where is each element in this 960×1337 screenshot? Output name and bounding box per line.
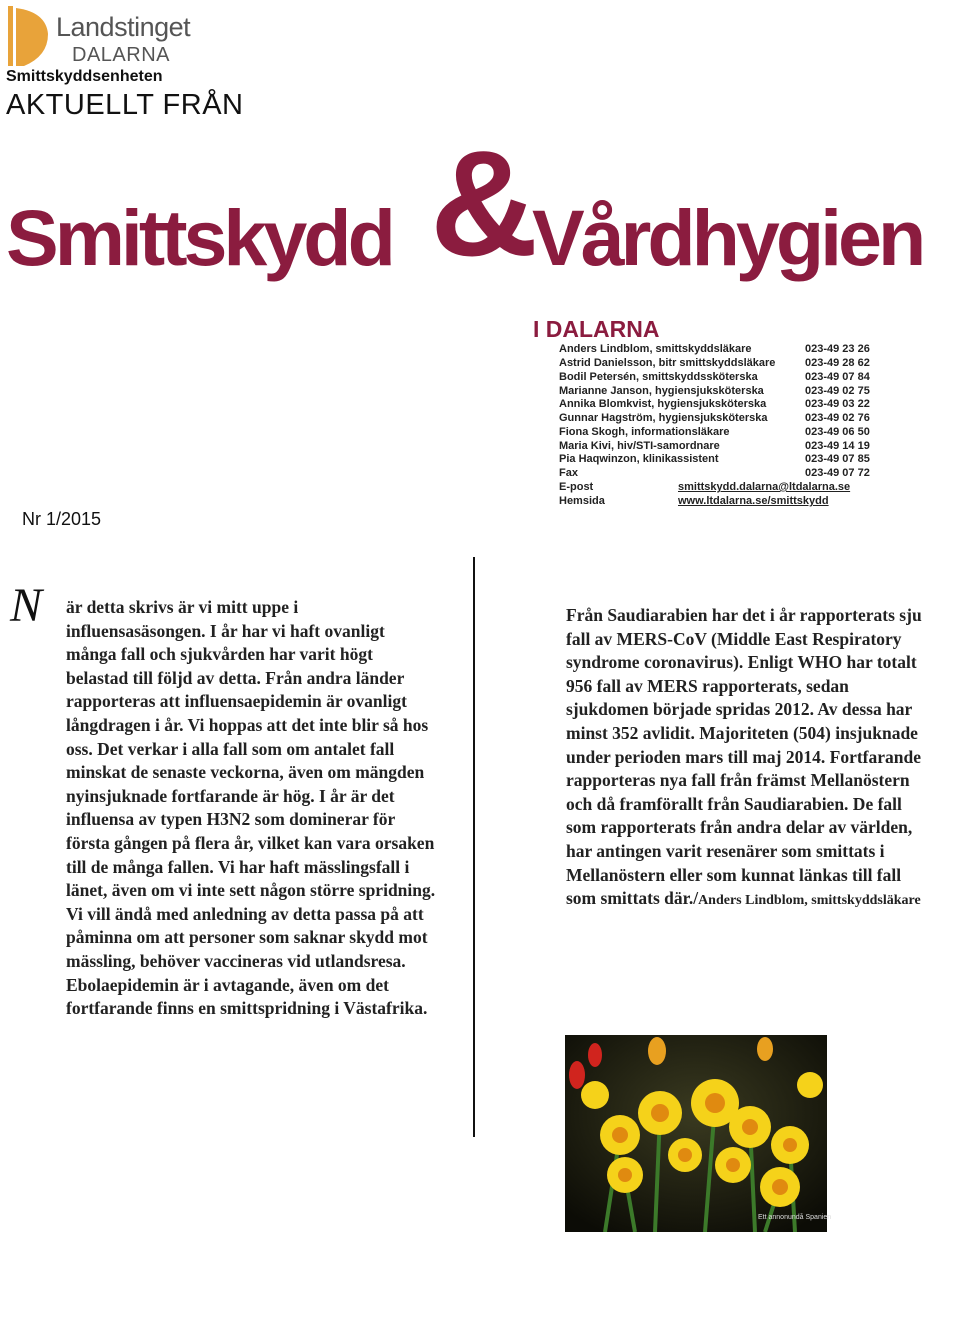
staff-name: Bodil Petersén, smittskyddssköterska bbox=[559, 371, 758, 383]
kicker-title: AKTUELLT FRÅN bbox=[6, 89, 244, 121]
staff-name: Annika Blomkvist, hygiensjuksköterska bbox=[559, 398, 767, 410]
staff-row bbox=[559, 453, 879, 467]
staff-row bbox=[559, 426, 879, 440]
staff-row bbox=[559, 371, 879, 385]
staff-phone: 023-49 07 84 bbox=[805, 371, 870, 383]
staff-row bbox=[559, 412, 879, 426]
staff-row bbox=[559, 385, 879, 399]
staff-name: Maria Kivi, hiv/STI-samordnare bbox=[559, 440, 720, 452]
staff-name: Pia Haqwinzon, klinikassistent bbox=[559, 453, 719, 465]
article-mers-body: Från Saudiarabien har det i år rapporterats sju fall av MERS-CoV (Middle East Respiratory syndrome coronavirus). Enligt WHO har totalt 956 fall av MERS rapporterats, sedan sjukdomen började spridas 2012. Av dessa har minst 352 avlidit. Majoriteten (504) insjuknade under perioden mars till maj 2014. Fortfarande rapporteras nya fall från främst Mellanöstern och då framförallt från Saudiarabien. De fall som rapporterats från andra delar av världen, har antingen varit resenärer som smittats i Mellanöstern eller som kunnat länkas till fall som smittats där./ bbox=[566, 605, 922, 909]
email-label: E-post bbox=[559, 481, 594, 493]
web-link[interactable]: www.ltdalarna.se/smittskydd bbox=[678, 495, 829, 507]
staff-row bbox=[559, 440, 879, 454]
daffodils-photo bbox=[565, 1035, 827, 1232]
staff-phone: 023-49 02 75 bbox=[805, 385, 870, 397]
landstinget-logo-icon bbox=[6, 4, 50, 68]
staff-name: Fiona Skogh, informationsläkare bbox=[559, 426, 730, 438]
staff-name: Anders Lindblom, smittskyddsläkare bbox=[559, 343, 752, 355]
drop-cap: N bbox=[10, 579, 43, 632]
web-row bbox=[559, 495, 879, 509]
staff-phone: 023-49 03 22 bbox=[805, 398, 870, 410]
staff-phone: 023-49 14 19 bbox=[805, 440, 870, 452]
staff-phone: 023-49 02 76 bbox=[805, 412, 870, 424]
staff-row bbox=[559, 343, 879, 357]
staff-phone: 023-49 23 26 bbox=[805, 343, 870, 355]
web-label: Hemsida bbox=[559, 495, 605, 507]
region-line: I DALARNA bbox=[533, 316, 660, 342]
masthead-vardhygien: Vårdhygien bbox=[532, 193, 923, 282]
masthead-smittskydd: Smittskydd bbox=[6, 193, 392, 282]
logo-name: Landstinget bbox=[56, 12, 191, 42]
staff-name: Gunnar Hagström, hygiensjuksköterska bbox=[559, 412, 768, 424]
article-signature: Anders Lindblom, smittskyddsläkare bbox=[698, 893, 921, 909]
staff-row bbox=[559, 357, 879, 371]
issue-number: Nr 1/2015 bbox=[22, 509, 102, 529]
fax-label: Fax bbox=[559, 467, 578, 479]
staff-phone: 023-49 07 85 bbox=[805, 453, 870, 465]
fax-number: 023-49 07 72 bbox=[805, 467, 870, 479]
staff-row bbox=[559, 398, 879, 412]
staff-name: Marianne Janson, hygiensjuksköterska bbox=[559, 385, 764, 397]
unit-name: Smittskyddsenheten bbox=[6, 68, 163, 85]
article-influenza: är detta skrivs är vi mitt uppe i influensasäsongen. I år har vi haft ovanligt många fall och sjukvården har varit högt belastad till följd av detta. Från andra länder rapporteras att influensaepidemin är ovanligt långdragen i år. Vi hoppas att det inte blir så hos oss. Det verkar i alla fall som om antalet fall minskat de senaste veckorna, även om mängden nyinsjuknade fortfarande är hög. I år är det influensa av typen H3N2 som dominerar för första gången på flera år, vilket kan vara orsaken till de många fallen. Vi har haft mässlingsfall i länet, även om vi inte sett någon större spridning. Vi vill ändå med anledning av detta passa på att påminna om att personer som saknar skydd mot mässling, behöver vaccineras vid utlandsresa. Ebolaepidemin är i avtagande, även om det fortfarande finns en smittspridning i Västafrika. bbox=[66, 597, 436, 1019]
fax-row bbox=[559, 467, 879, 481]
article-mers bbox=[566, 604, 926, 913]
staff-phone: 023-49 06 50 bbox=[805, 426, 870, 438]
email-row bbox=[559, 481, 879, 495]
column-divider bbox=[473, 557, 475, 1137]
photo-credit: Ett annonundå Spanien bbox=[758, 1214, 832, 1221]
masthead-ampersand: & bbox=[430, 119, 533, 287]
staff-name: Astrid Danielsson, bitr smittskyddsläkare bbox=[559, 357, 776, 369]
staff-phone: 023-49 28 62 bbox=[805, 357, 870, 369]
email-link[interactable]: smittskydd.dalarna@ltdalarna.se bbox=[678, 481, 851, 493]
logo-region: DALARNA bbox=[72, 44, 170, 66]
